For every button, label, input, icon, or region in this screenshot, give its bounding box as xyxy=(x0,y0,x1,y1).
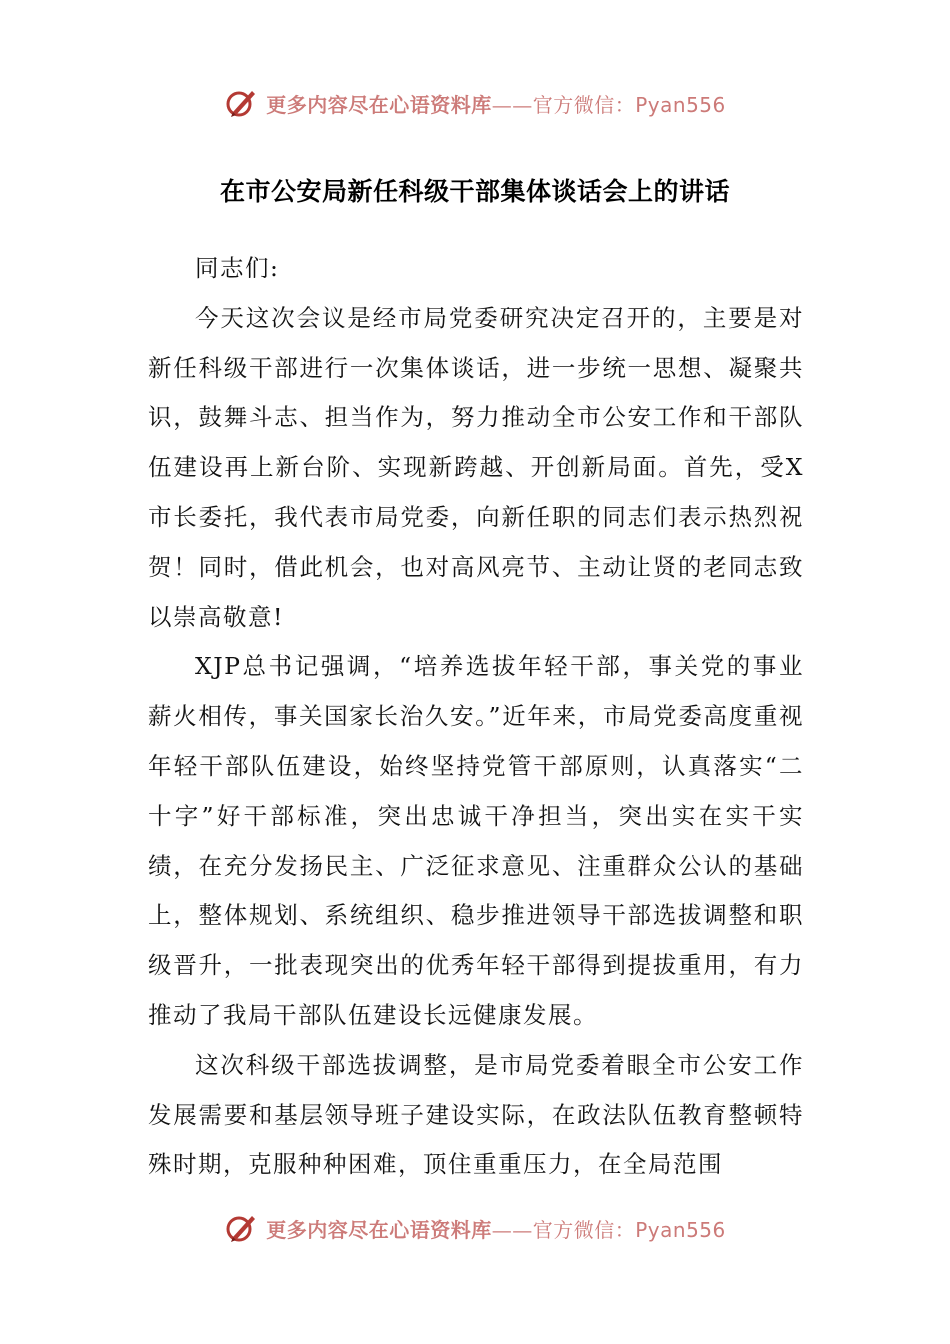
salutation: 同志们: xyxy=(195,254,280,282)
watermark-site: 更多内容尽在心语资料库 xyxy=(266,1217,492,1242)
watermark-dash: —— xyxy=(491,92,533,117)
paragraph-2: XJP总书记强调，“培养选拔年轻干部，事关党的事业薪火相传，事关国家长治久安。”近年来，市局党委高度重视年轻干部队伍建设，始终坚持党管干部原则，认真落实“二十字”好干部标准，突出忠诚干净担当，突出实在实干实绩，在充分发扬民主、广泛征求意见、注重群众公认的基础上，整体规划、系统组织、稳步推进领导干部选拔调整和职级晋升，一批表现突出的优秀年轻干部得到提拔重用，有力推动了我局干部队伍建设长远健康发展。 xyxy=(148,652,804,1029)
pen-logo-icon xyxy=(224,85,260,121)
pen-logo-icon xyxy=(224,1210,260,1246)
watermark-site: 更多内容尽在心语资料库 xyxy=(266,92,492,117)
watermark-header xyxy=(0,83,950,123)
paragraph-1: 今天这次会议是经市局党委研究决定召开的，主要是对新任科级干部进行一次集体谈话，进一步统一思想、凝聚共识，鼓舞斗志、担当作为，努力推动全市公安工作和干部队伍建设再上新台阶、实现新跨越、开创新局面。首先，受X市长委托，我代表市局党委，向新任职的同志们表示热烈祝贺！同时，借此机会，也对高风亮节、主动让贤的老同志致以崇高敬意! xyxy=(148,303,804,631)
document-body xyxy=(148,244,804,1190)
watermark-dash: —— xyxy=(491,1217,533,1242)
watermark-id: Pyan556 xyxy=(635,1217,726,1242)
watermark-text xyxy=(266,1214,726,1243)
watermark-text xyxy=(266,89,726,118)
paragraph-3: 这次科级干部选拔调整，是市局党委着眼全市公安工作发展需要和基层领导班子建设实际，在政法队伍教育整顿特殊时期，克服种种困难，顶住重重压力，在全局范围 xyxy=(148,1050,804,1179)
document-title: 在市公安局新任科级干部集体谈话会上的讲话 xyxy=(219,177,730,206)
watermark-label: 官方微信： xyxy=(532,1217,636,1242)
watermark-footer xyxy=(0,1208,950,1248)
watermark-label: 官方微信： xyxy=(532,92,636,117)
watermark-id: Pyan556 xyxy=(635,92,726,117)
